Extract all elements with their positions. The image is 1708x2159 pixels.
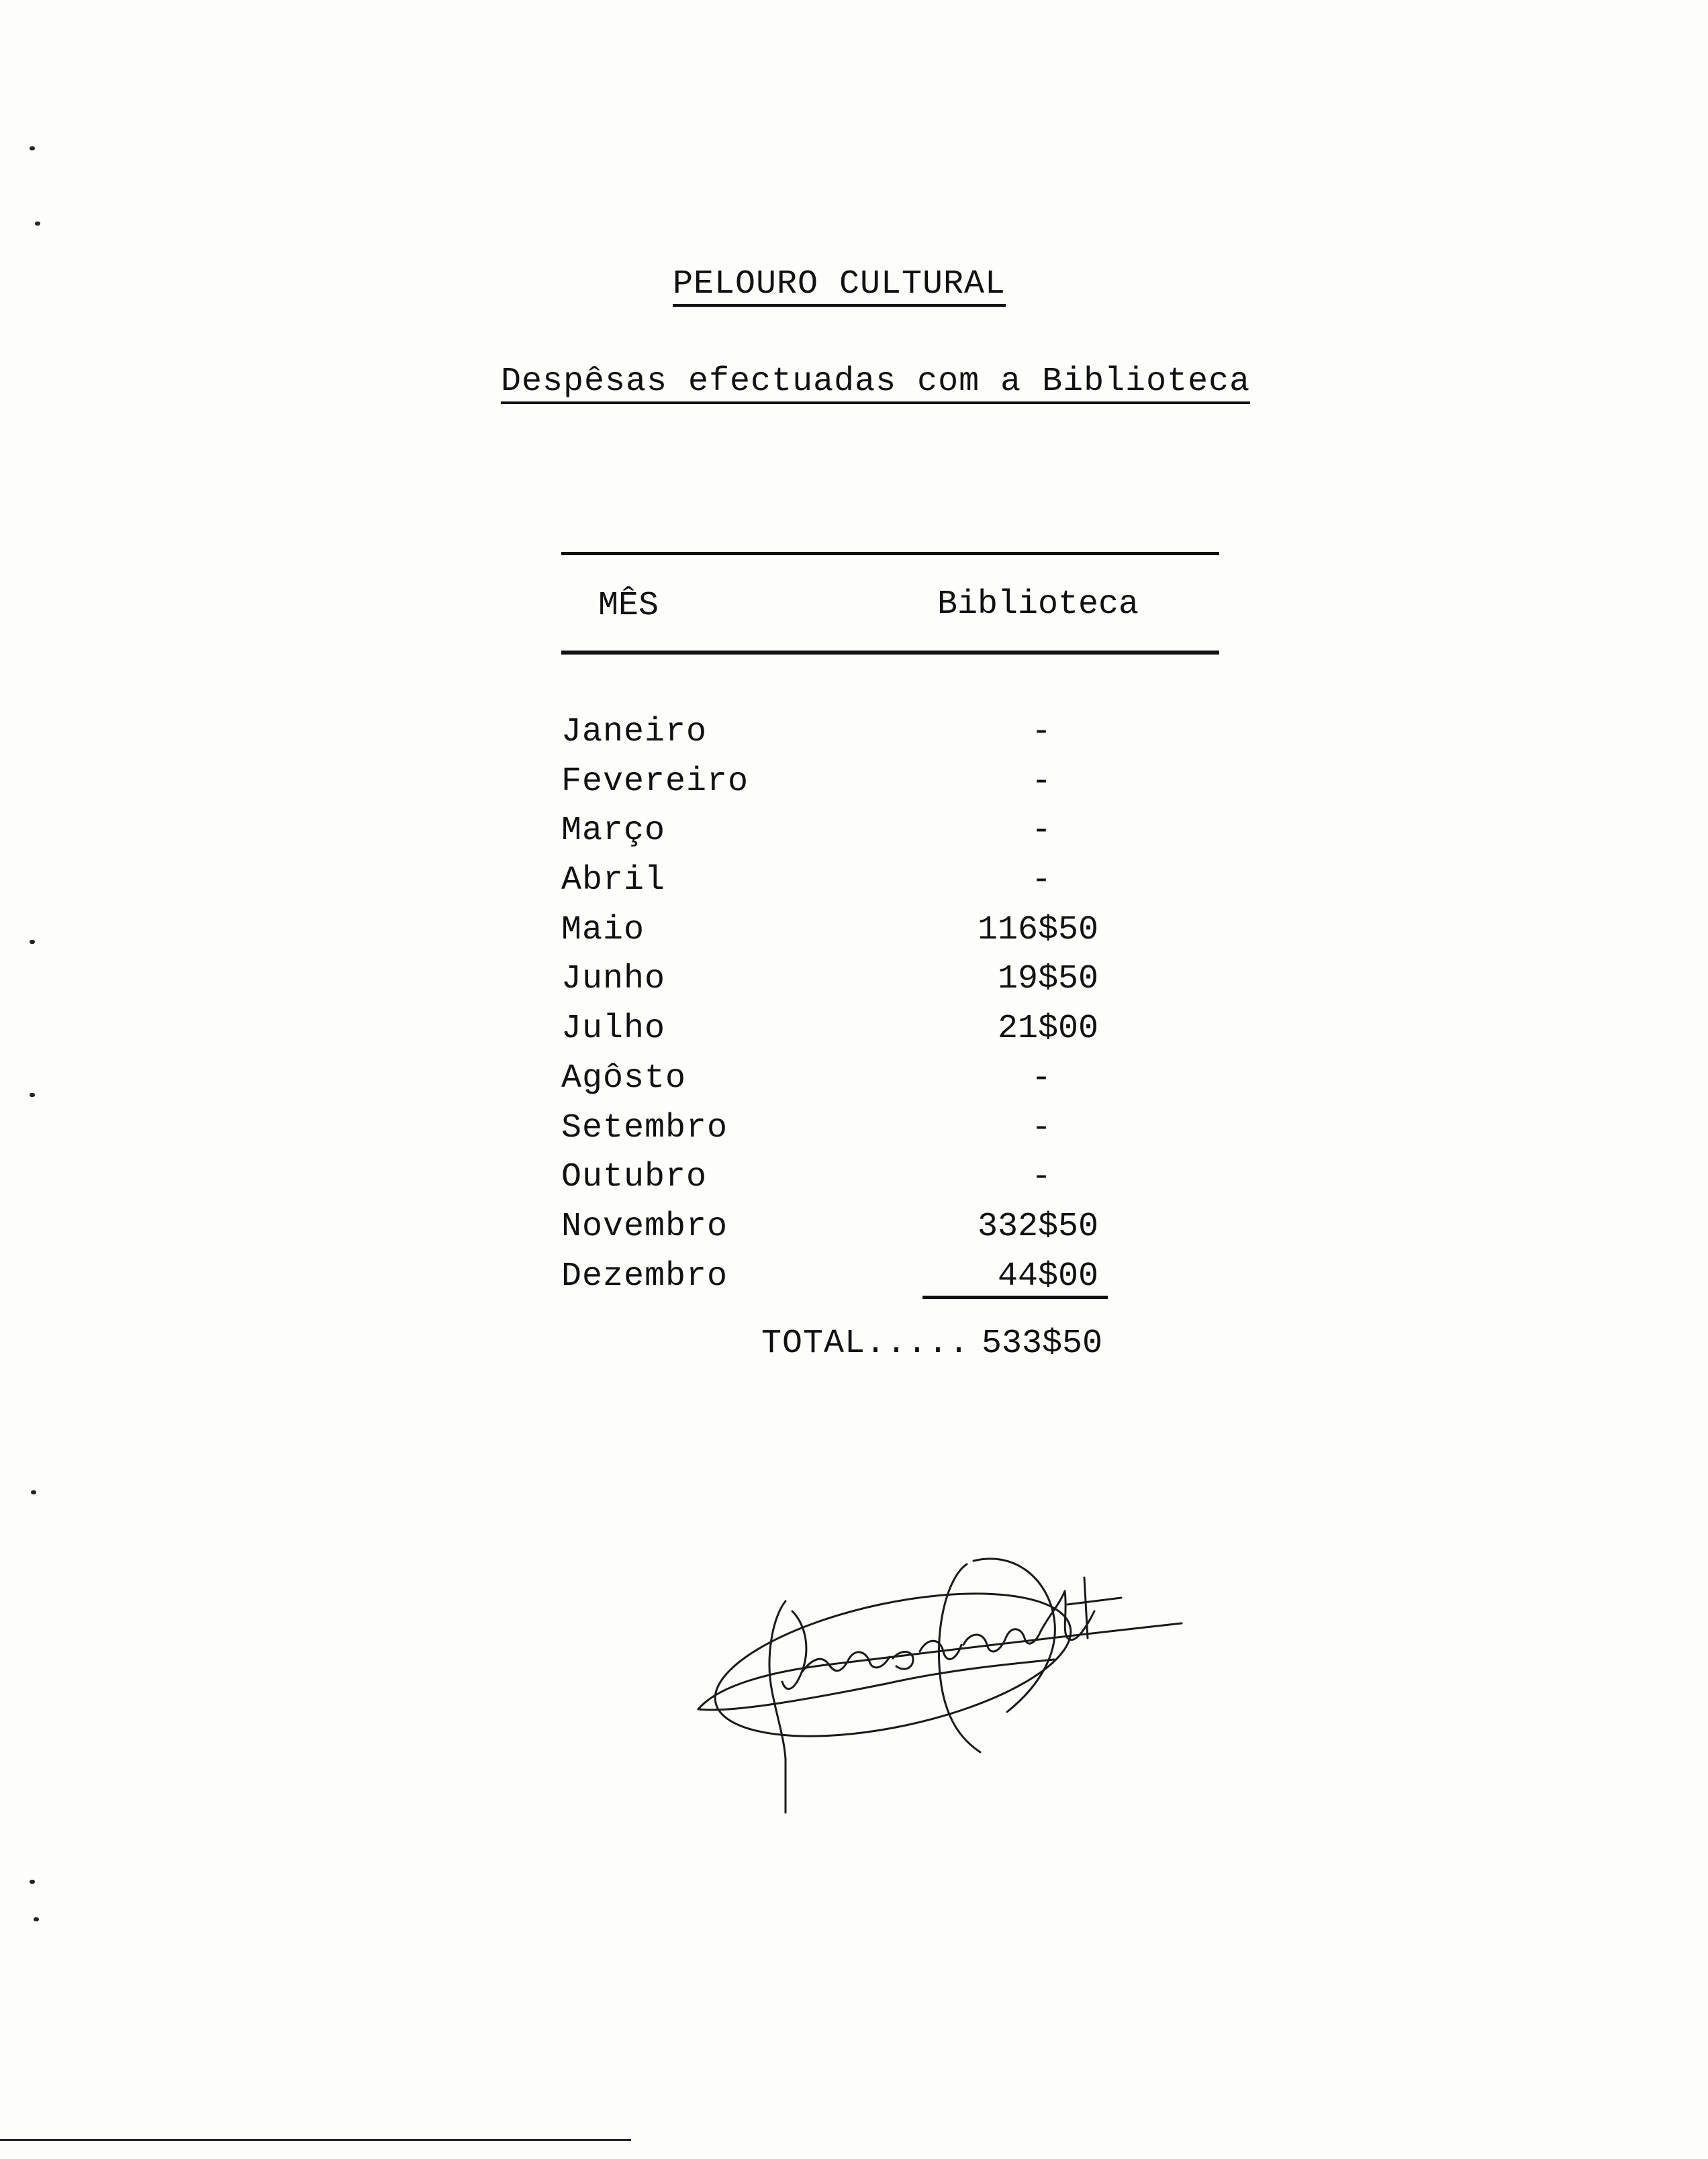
- document-subtitle: [501, 363, 1250, 404]
- scan-speck: [30, 1093, 35, 1097]
- table-row: [561, 1109, 1219, 1159]
- row-value: 44$00: [997, 1257, 1098, 1296]
- row-month: Novembro: [561, 1207, 728, 1246]
- scan-speck: [30, 146, 35, 150]
- document-title-text: PELOURO CULTURAL: [673, 267, 1006, 307]
- scan-speck: [31, 1490, 36, 1494]
- document-subtitle-text: Despêsas efectuadas com a Biblioteca: [501, 365, 1250, 404]
- header-library: Biblioteca: [937, 585, 1139, 624]
- table-row: [561, 1010, 1219, 1059]
- row-month: Julho: [561, 1010, 666, 1049]
- row-month: Janeiro: [561, 713, 708, 751]
- row-value: -: [1031, 1108, 1051, 1147]
- row-value: -: [1031, 861, 1051, 900]
- row-month: Março: [561, 812, 666, 851]
- row-month: Junho: [561, 960, 666, 999]
- signature: [692, 1537, 1188, 1819]
- scan-speck: [34, 1917, 39, 1921]
- page-bottom-rule: [0, 2139, 631, 2141]
- total-label: TOTAL.....: [761, 1325, 970, 1363]
- table-row: [561, 861, 1219, 911]
- table-row: [561, 812, 1219, 861]
- table-row: [561, 1158, 1219, 1208]
- table-row: [561, 713, 1219, 763]
- table-row: [561, 960, 1219, 1010]
- row-value: -: [1031, 1158, 1051, 1197]
- table-row: [561, 1208, 1219, 1257]
- row-value: 332$50: [977, 1207, 1098, 1246]
- row-value: -: [1031, 713, 1051, 751]
- row-value: 116$50: [977, 910, 1098, 949]
- expense-table: [561, 552, 1219, 1296]
- table-row: [561, 1257, 1219, 1307]
- row-month: Dezembro: [561, 1257, 728, 1296]
- header-month: MÊS: [598, 587, 659, 625]
- row-month: Fevereiro: [561, 762, 749, 801]
- table-header-rule: [561, 651, 1219, 655]
- table-body: [561, 713, 1219, 1306]
- row-value: 21$00: [997, 1010, 1098, 1049]
- row-month: Abril: [561, 861, 666, 900]
- table-row: [561, 763, 1219, 812]
- sum-rule: [922, 1296, 1108, 1299]
- row-value: -: [1031, 812, 1051, 851]
- row-month: Agôsto: [561, 1059, 687, 1098]
- table-header-row: [561, 555, 1219, 651]
- row-month: Setembro: [561, 1108, 728, 1147]
- total-value: 533$50: [982, 1325, 1103, 1363]
- row-value: 19$50: [997, 960, 1098, 999]
- row-value: -: [1031, 762, 1051, 801]
- row-value: -: [1031, 1059, 1051, 1098]
- table-row: [561, 911, 1219, 961]
- table-row: [561, 1059, 1219, 1109]
- scan-speck: [30, 940, 35, 944]
- document-title: [0, 265, 1678, 307]
- row-month: Maio: [561, 910, 645, 949]
- scan-speck: [35, 222, 40, 226]
- row-month: Outubro: [561, 1158, 708, 1197]
- scan-speck: [30, 1880, 35, 1884]
